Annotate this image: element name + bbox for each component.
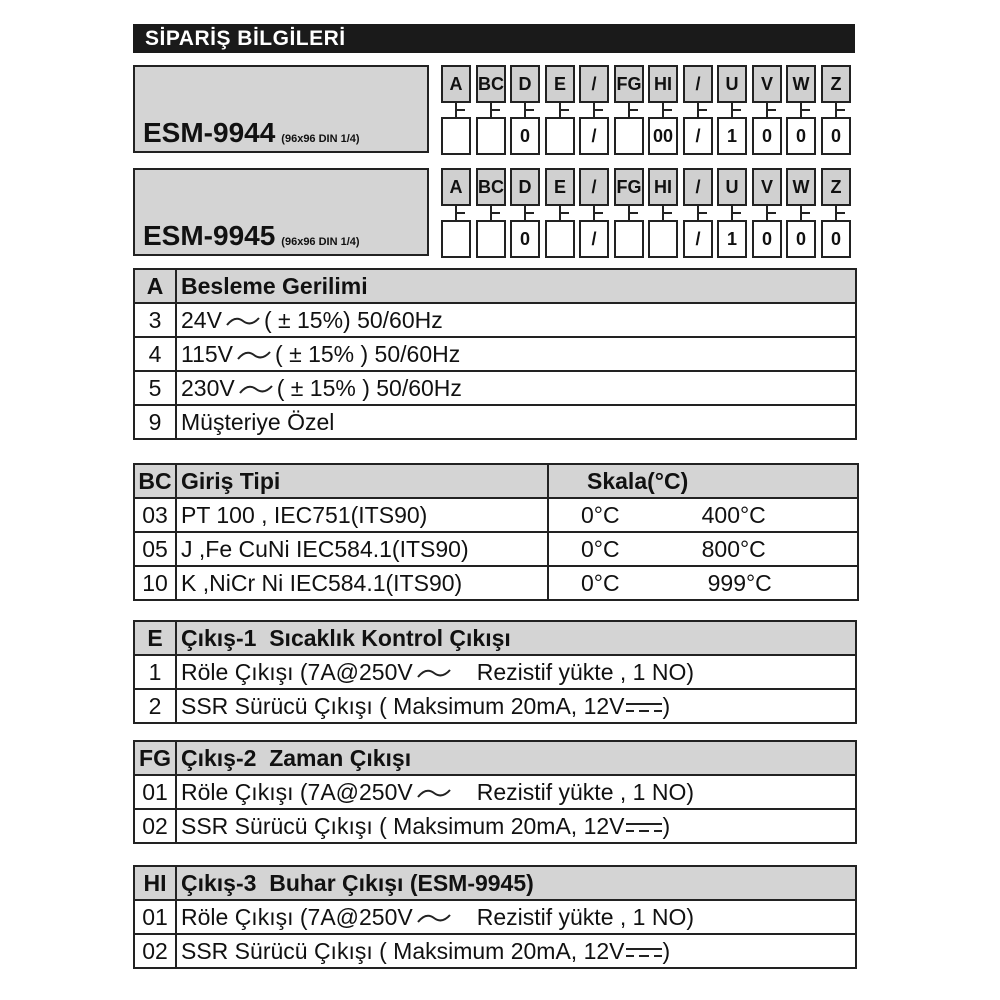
table-title: Giriş Tipi	[176, 464, 548, 498]
row-code: 02	[134, 809, 176, 843]
code-value-box	[476, 220, 506, 258]
scale-max: 999°C	[707, 569, 772, 596]
row-text: SSR Sürücü Çıkışı ( Maksimum 20mA, 12V	[181, 812, 625, 839]
scale-title: Skala(°C)	[548, 464, 858, 498]
code-label-box: E	[545, 168, 575, 206]
code-connector-stub	[662, 109, 672, 111]
code-value-box: 0	[821, 117, 851, 155]
table-row	[134, 689, 856, 723]
row-code: 2	[134, 689, 176, 723]
output-2-table	[133, 740, 857, 844]
code-value-box: 0	[786, 220, 816, 258]
table-row	[134, 405, 856, 439]
code-value-box: /	[683, 117, 713, 155]
table-row	[134, 371, 856, 405]
table-row	[134, 532, 858, 566]
code-connector-stub	[490, 109, 500, 111]
model-box-esm-9944	[133, 65, 429, 153]
dc-symbol-icon	[625, 699, 663, 715]
code-value-box	[648, 220, 678, 258]
code-value-box	[441, 220, 471, 258]
code-value-box	[614, 117, 644, 155]
table-code-header: A	[134, 269, 176, 303]
row-text: Rezistif yükte , 1 NO)	[476, 658, 694, 685]
row-text: Röle Çıkışı (7A@250V	[181, 778, 413, 805]
code-label-box: FG	[614, 168, 644, 206]
row-text: )	[662, 812, 671, 839]
code-label-box: A	[441, 168, 471, 206]
code-value-box: 0	[510, 117, 540, 155]
table-title: Çıkış-1	[181, 624, 257, 651]
table-row	[134, 303, 856, 337]
code-label-box: BC	[476, 65, 506, 103]
table-subtitle: Buhar Çıkışı (ESM-9945)	[269, 869, 534, 896]
code-connector-stub	[800, 109, 810, 111]
row-code: 02	[134, 934, 176, 968]
dc-symbol-icon	[625, 819, 663, 835]
code-value-box	[441, 117, 471, 155]
code-value-box: 1	[717, 117, 747, 155]
code-value-box: 0	[510, 220, 540, 258]
code-connector-stub	[835, 109, 845, 111]
section-title: SİPARİŞ BİLGİLERİ	[145, 27, 346, 50]
row-text: ( ± 15%) 50/60Hz	[263, 306, 443, 333]
row-text: 115V	[181, 340, 234, 367]
model-box-esm-9945	[133, 168, 429, 256]
code-value-box: 0	[786, 117, 816, 155]
row-code: 3	[134, 303, 176, 337]
code-connector-stub	[628, 109, 638, 111]
table-title: Besleme Gerilimi	[176, 269, 856, 303]
row-code: 5	[134, 371, 176, 405]
ac-wave-icon	[417, 666, 451, 680]
scale-min: 0°C	[581, 501, 620, 528]
code-label-box: Z	[821, 65, 851, 103]
row-text: PT 100 , IEC751(ITS90)	[176, 498, 548, 532]
table-row	[134, 337, 856, 371]
table-code-header: HI	[134, 866, 176, 900]
code-connector-stub	[800, 212, 810, 214]
row-text: )	[662, 692, 671, 719]
scale-max: 800°C	[701, 535, 766, 562]
order-code-grid	[441, 168, 856, 260]
code-connector-stub	[731, 212, 741, 214]
row-text: Rezistif yükte , 1 NO)	[476, 903, 694, 930]
code-label-box: Z	[821, 168, 851, 206]
code-label-box: W	[786, 168, 816, 206]
code-connector-stub	[455, 212, 465, 214]
code-label-box: HI	[648, 65, 678, 103]
table-row	[134, 775, 856, 809]
code-value-box: 0	[821, 220, 851, 258]
row-text: Müşteriye Özel	[181, 408, 335, 435]
code-label-box: E	[545, 65, 575, 103]
code-label-box: /	[683, 65, 713, 103]
row-code: 9	[134, 405, 176, 439]
code-connector-stub	[593, 109, 603, 111]
row-code: 03	[134, 498, 176, 532]
code-connector-stub	[697, 109, 707, 111]
ac-wave-icon	[239, 382, 273, 396]
table-subtitle: Sıcaklık Kontrol Çıkışı	[269, 624, 511, 651]
row-text: Rezistif yükte , 1 NO)	[476, 778, 694, 805]
input-type-table	[133, 463, 859, 601]
row-text: )	[662, 937, 671, 964]
table-row	[134, 498, 858, 532]
ac-wave-icon	[417, 911, 451, 925]
code-label-box: /	[579, 168, 609, 206]
code-connector-stub	[731, 109, 741, 111]
row-text: K ,NiCr Ni IEC584.1(ITS90)	[176, 566, 548, 600]
row-text: J ,Fe CuNi IEC584.1(ITS90)	[176, 532, 548, 566]
code-value-box	[476, 117, 506, 155]
scale-min: 0°C	[581, 569, 620, 596]
row-code: 1	[134, 655, 176, 689]
output-1-table	[133, 620, 857, 724]
row-text: Röle Çıkışı (7A@250V	[181, 658, 413, 685]
code-connector-stub	[697, 212, 707, 214]
code-connector-stub	[559, 212, 569, 214]
supply-voltage-table	[133, 268, 857, 440]
code-connector-stub	[835, 212, 845, 214]
code-label-box: D	[510, 65, 540, 103]
model-size: (96x96 DIN 1/4)	[281, 133, 360, 145]
row-text: ( ± 15% ) 50/60Hz	[275, 340, 461, 367]
code-label-box: V	[752, 65, 782, 103]
code-label-box: BC	[476, 168, 506, 206]
code-value-box	[614, 220, 644, 258]
table-code-header: FG	[134, 741, 176, 775]
code-value-box: 00	[648, 117, 678, 155]
row-text: ( ± 15% ) 50/60Hz	[276, 374, 462, 401]
scale-min: 0°C	[581, 535, 620, 562]
model-name: ESM-9944	[143, 117, 276, 148]
scale-max: 400°C	[701, 501, 766, 528]
code-connector-stub	[455, 109, 465, 111]
code-connector-stub	[628, 212, 638, 214]
section-header	[133, 24, 855, 53]
code-value-box	[545, 117, 575, 155]
model-size: (96x96 DIN 1/4)	[281, 236, 360, 248]
ac-wave-icon	[237, 348, 271, 362]
table-row	[134, 809, 856, 843]
code-label-box: V	[752, 168, 782, 206]
row-text: 24V	[181, 306, 222, 333]
table-code-header: BC	[134, 464, 176, 498]
row-text: SSR Sürücü Çıkışı ( Maksimum 20mA, 12V	[181, 692, 625, 719]
code-label-box: A	[441, 65, 471, 103]
code-label-box: HI	[648, 168, 678, 206]
output-3-table	[133, 865, 857, 969]
ac-wave-icon	[417, 786, 451, 800]
code-connector-stub	[524, 212, 534, 214]
code-connector-stub	[766, 109, 776, 111]
model-name: ESM-9945	[143, 220, 276, 251]
code-value-box: 0	[752, 220, 782, 258]
code-value-box: /	[683, 220, 713, 258]
row-code: 01	[134, 900, 176, 934]
row-text: Röle Çıkışı (7A@250V	[181, 903, 413, 930]
code-connector-stub	[490, 212, 500, 214]
code-label-box: U	[717, 168, 747, 206]
code-label-box: /	[683, 168, 713, 206]
table-subtitle: Zaman Çıkışı	[269, 744, 412, 771]
row-code: 05	[134, 532, 176, 566]
table-title: Çıkış-2	[181, 744, 257, 771]
code-value-box: /	[579, 117, 609, 155]
code-value-box: 1	[717, 220, 747, 258]
table-row	[134, 566, 858, 600]
dc-symbol-icon	[625, 944, 663, 960]
code-label-box: FG	[614, 65, 644, 103]
code-value-box	[545, 220, 575, 258]
row-code: 01	[134, 775, 176, 809]
row-text: SSR Sürücü Çıkışı ( Maksimum 20mA, 12V	[181, 937, 625, 964]
table-row	[134, 900, 856, 934]
code-connector-stub	[766, 212, 776, 214]
code-label-box: D	[510, 168, 540, 206]
row-text: 230V	[181, 374, 235, 401]
code-label-box: W	[786, 65, 816, 103]
code-value-box: /	[579, 220, 609, 258]
table-title: Çıkış-3	[181, 869, 257, 896]
code-value-box: 0	[752, 117, 782, 155]
table-row	[134, 934, 856, 968]
row-code: 4	[134, 337, 176, 371]
code-connector-stub	[593, 212, 603, 214]
code-label-box: /	[579, 65, 609, 103]
ac-wave-icon	[226, 314, 260, 328]
code-connector-stub	[524, 109, 534, 111]
order-code-grid	[441, 65, 856, 157]
table-row	[134, 655, 856, 689]
code-connector-stub	[662, 212, 672, 214]
table-code-header: E	[134, 621, 176, 655]
code-label-box: U	[717, 65, 747, 103]
row-code: 10	[134, 566, 176, 600]
code-connector-stub	[559, 109, 569, 111]
